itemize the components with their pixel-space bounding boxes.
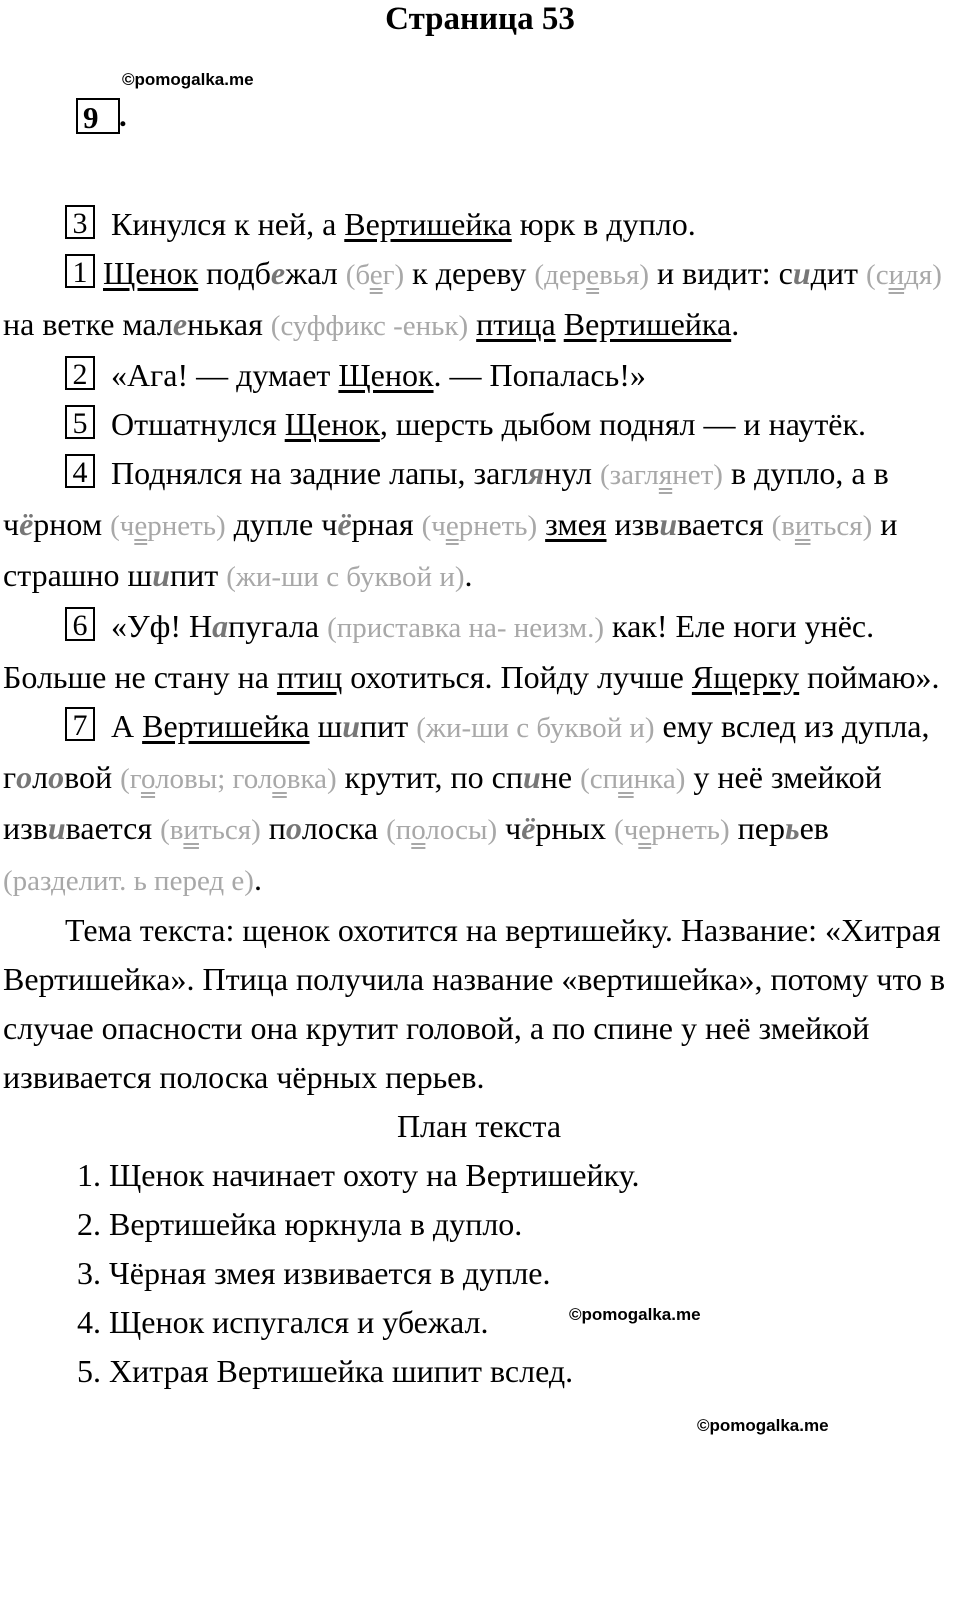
plan-item: 2. Вертишейка юркнула в дупло. — [77, 1206, 523, 1242]
plan-item: 1. Щенок начинает охоту на Вертишейку. — [77, 1157, 640, 1193]
check-word: (виться) — [771, 510, 873, 542]
sentence-number-box: 1 — [65, 254, 95, 288]
check-word: (полосы) — [386, 814, 498, 846]
plan-item: 4. Щенок испугался и убежал. — [77, 1304, 489, 1340]
rule-note: (жи-ши с буквой и) — [226, 561, 465, 593]
sentence-5: 5 Отшатнулся Щенок, шерсть дыбом поднял — и наутёк. — [3, 400, 955, 449]
sentence-number-box: 2 — [65, 356, 95, 390]
check-word: (заглянет) — [599, 459, 723, 491]
sentence-2: 2 «Ага! — думает Щенок. — Попалась!» — [3, 351, 955, 400]
check-word: (чернеть) — [110, 510, 226, 542]
sentence-number-box: 6 — [65, 607, 95, 641]
sentence-3: 3 Кинулся к ней, а Вертишейка юрк в дупло. — [3, 200, 955, 249]
check-word: (виться) — [160, 814, 261, 846]
task-number-box: 9 — [76, 98, 120, 134]
check-word: (сидя) — [866, 259, 942, 291]
plan-item: 5. Хитрая Вертишейка шипит вслед. — [77, 1353, 574, 1389]
rule-note: (приставка на- неизм.) — [327, 612, 605, 644]
rule-note: (разделит. ь перед е) — [3, 865, 254, 897]
sentence-number-box: 4 — [65, 454, 95, 488]
rule-note: (жи-ши с буквой и) — [416, 712, 655, 744]
watermark: ©pomogalka.me — [569, 1305, 701, 1324]
check-word: (чернеть) — [614, 814, 730, 846]
topic-paragraph: Тема текста: щенок охотится на вертишейку. Название: «Хитрая Вертишейка». Птица получила название «вертишейка», потому что в случае опасности она крутит головой, а по спине у неё змейкой извивается полоска чёрных перьев. — [3, 912, 946, 1095]
check-word: (деревья) — [534, 259, 649, 291]
sentence-number-box: 3 — [65, 205, 95, 239]
plan-item: 3. Чёрная змея извивается в дупле. — [77, 1255, 551, 1291]
sentence-number-box: 7 — [65, 707, 95, 741]
check-word: (головы; головка) — [120, 763, 337, 795]
rule-note: (суффикс -еньк) — [270, 310, 469, 342]
page-title: Страница 53 — [385, 1, 575, 37]
sentence-4: 4 Поднялся на задние лапы, заглянул (заглянет) в дупло, а в чёрном (чернеть) дупле чёрная (чернеть) змея извивается (виться) и страшно шипит (жи-ши с буквой и). — [3, 455, 898, 593]
check-word: (чернеть) — [421, 510, 538, 542]
plan-title: План текста — [396, 1108, 562, 1144]
sentence-number-box: 5 — [65, 405, 95, 439]
sentence-6: 6 «Уф! Напугала (приставка на- неизм.) как! Еле ноги унёс. Больше не стану на птиц охотиться. Пойду лучше Ящерку поймаю». — [3, 608, 940, 695]
check-word: (бег) — [345, 259, 405, 291]
task-number-dot: . — [119, 98, 127, 133]
watermark: ©pomogalka.me — [697, 1416, 829, 1435]
sentence-7: 7 А Вертишейка шипит (жи-ши с буквой и) ему вслед из дупла, головой (головы; головка) крутит, по спине (спинка) у неё змейкой извивается (виться) полоска (полосы) чёрных (чернеть) перьев (разделит. ь перед е). — [3, 708, 930, 897]
watermark: ©pomogalka.me — [122, 70, 254, 89]
exercise-text — [3, 200, 955, 1396]
sentence-1: 1 Щенок подбежал (бег) к дереву (деревья) и видит: сидит (сидя) на ветке маленькая (суффикс -еньк) птица Вертишейка. — [3, 255, 942, 342]
check-word: (спинка) — [580, 763, 686, 795]
